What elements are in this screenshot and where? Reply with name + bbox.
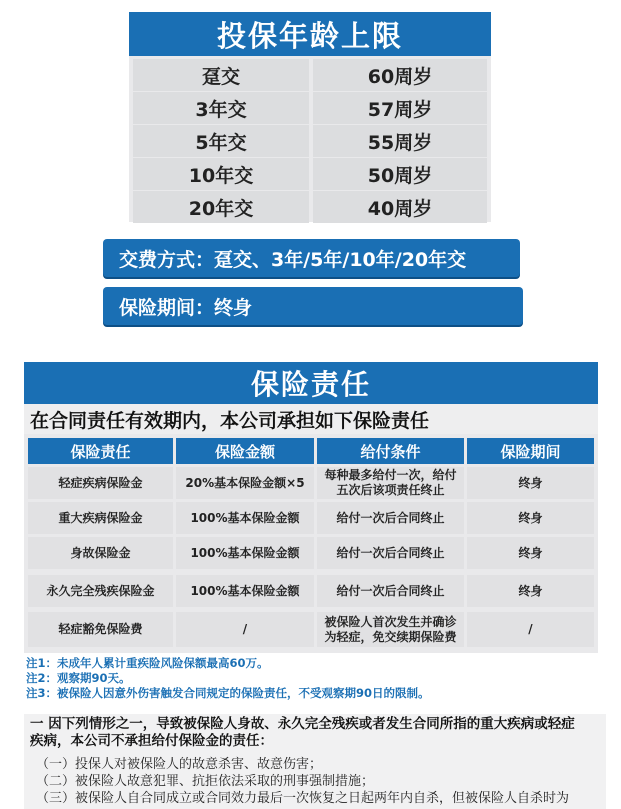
max-age-cell: 57周岁 bbox=[313, 92, 487, 124]
amount-cell: / bbox=[176, 612, 314, 647]
max-age-cell: 50周岁 bbox=[313, 158, 487, 190]
max-age-cell: 55周岁 bbox=[313, 125, 487, 157]
payment-term-cell: 20年交 bbox=[133, 191, 309, 223]
condition-cell: 给付一次后合同终止 bbox=[317, 537, 464, 569]
max-age-cell: 40周岁 bbox=[313, 191, 487, 223]
condition-cell bbox=[317, 467, 464, 499]
age-row bbox=[129, 59, 491, 91]
age-row bbox=[129, 158, 491, 190]
duty-section-subtitle: 在合同责任有效期内，本公司承担如下保险责任 bbox=[24, 404, 598, 434]
amount-cell: 20%基本保险金额×5 bbox=[176, 467, 314, 499]
payment-method-banner: 交费方式：趸交、3年/5年/10年/20年交 bbox=[103, 239, 520, 277]
exclusion-item: （三）被保险人自合同成立或合同效力最后一次恢复之日起两年内自杀，但被保险人自杀时为 bbox=[36, 791, 570, 806]
period-cell: / bbox=[467, 612, 594, 647]
exclusions-heading-line: 疾病，本公司不承担给付保险金的责任： bbox=[30, 733, 273, 749]
max-age-cell: 60周岁 bbox=[313, 59, 487, 91]
age-limit-panel bbox=[129, 12, 491, 222]
payment-term-cell: 5年交 bbox=[133, 125, 309, 157]
age-row bbox=[129, 92, 491, 124]
condition-line: 为轻症，免交续期保险费 bbox=[324, 629, 457, 644]
period-cell: 终身 bbox=[467, 502, 594, 534]
exclusions-heading-line: 一 因下列情形之一，导致被保险人身故、永久完全残疾或者发生合同所指的重大疾病或轻症 bbox=[30, 716, 575, 732]
exclusion-item: （二）被保险人故意犯罪、抗拒依法采取的刑事强制措施； bbox=[36, 774, 375, 789]
age-limit-title: 投保年龄上限 bbox=[129, 12, 491, 56]
note-3: 注3：被保险人因意外伤害触发合同规定的保险责任，不受观察期90日的限制。 bbox=[26, 686, 430, 700]
insurance-period-banner: 保险期间：终身 bbox=[103, 287, 523, 325]
condition-cell: 给付一次后合同终止 bbox=[317, 502, 464, 534]
age-row bbox=[129, 125, 491, 157]
period-cell: 终身 bbox=[467, 537, 594, 569]
duty-section-title: 保险责任 bbox=[24, 362, 598, 404]
age-row bbox=[129, 191, 491, 223]
period-cell: 终身 bbox=[467, 467, 594, 499]
column-header: 保险金额 bbox=[176, 438, 314, 464]
condition-line: 五次后该项责任终止 bbox=[336, 483, 445, 497]
amount-cell: 100%基本保险金额 bbox=[176, 575, 314, 607]
condition-cell: 给付一次后合同终止 bbox=[317, 575, 464, 607]
payment-term-cell: 趸交 bbox=[133, 59, 309, 91]
amount-cell: 100%基本保险金额 bbox=[176, 502, 314, 534]
condition-line: 被保险人首次发生并确诊 bbox=[324, 614, 457, 629]
column-header: 保险期间 bbox=[467, 438, 594, 464]
condition-line: 每种最多给付一次，给付 bbox=[324, 468, 457, 482]
duty-cell: 轻症豁免保险费 bbox=[28, 612, 173, 647]
amount-cell: 100%基本保险金额 bbox=[176, 537, 314, 569]
period-cell: 终身 bbox=[467, 575, 594, 607]
duty-cell: 永久完全残疾保险金 bbox=[28, 575, 173, 607]
note-2: 注2：观察期90天。 bbox=[26, 671, 131, 685]
condition-cell bbox=[317, 612, 464, 647]
exclusions-heading bbox=[30, 716, 604, 750]
exclusion-item: （一）投保人对被保险人的故意杀害、故意伤害； bbox=[36, 757, 323, 772]
note-1: 注1：未成年人累计重疾险风险保额最高60万。 bbox=[26, 656, 269, 670]
duty-cell: 重大疾病保险金 bbox=[28, 502, 173, 534]
column-header: 保险责任 bbox=[28, 438, 173, 464]
duty-cell: 轻症疾病保险金 bbox=[28, 467, 173, 499]
duty-cell: 身故保险金 bbox=[28, 537, 173, 569]
column-header: 给付条件 bbox=[317, 438, 464, 464]
payment-term-cell: 3年交 bbox=[133, 92, 309, 124]
payment-term-cell: 10年交 bbox=[133, 158, 309, 190]
